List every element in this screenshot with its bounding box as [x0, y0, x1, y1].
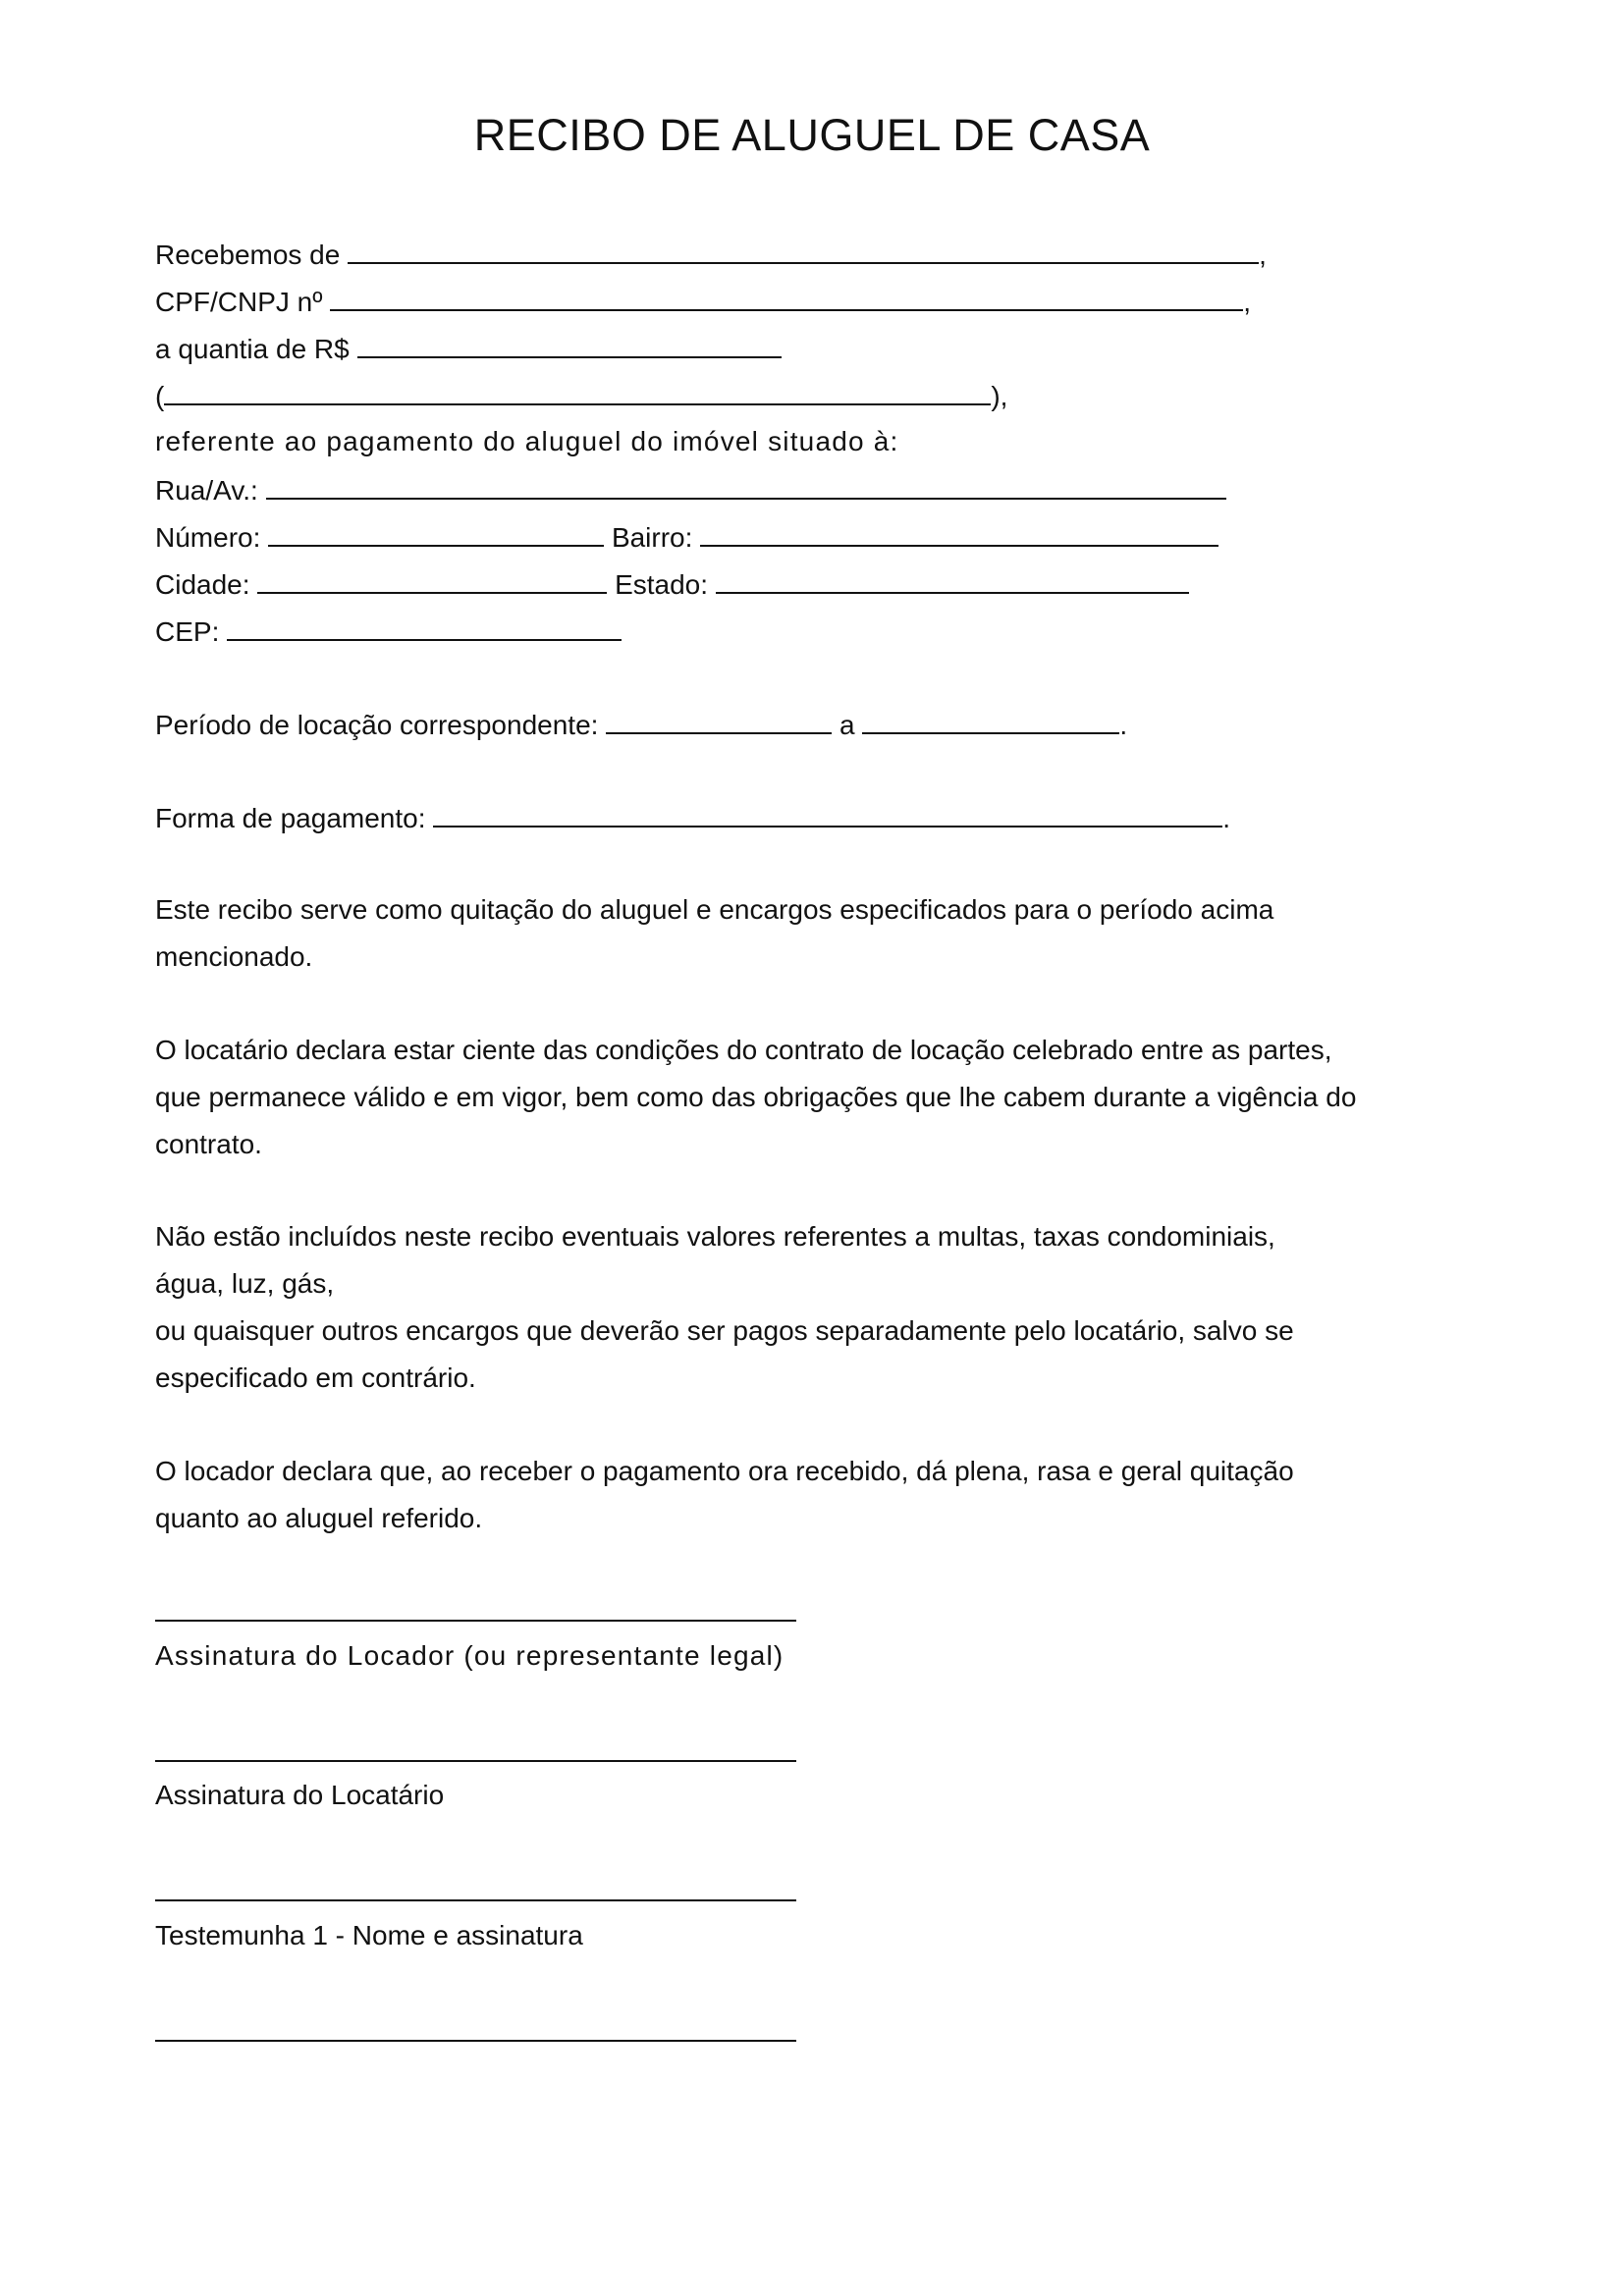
cpf-blank[interactable]	[330, 284, 1243, 311]
paragraph-2-line-3: contrato.	[155, 1129, 262, 1159]
quantia-row	[155, 331, 782, 366]
forma-suffix: .	[1222, 803, 1231, 833]
signature-line-locatario[interactable]	[155, 1760, 796, 1762]
signature-label-locatario: Assinatura do Locatário	[155, 1780, 445, 1810]
document-title: RECIBO DE ALUGUEL DE CASA	[473, 110, 1151, 160]
recebemos-suffix: ,	[1259, 240, 1267, 270]
paragraph-4-line-2: quanto ao aluguel referido.	[155, 1503, 483, 1533]
signature-label-locador: Assinatura do Locador (ou representante legal)	[155, 1640, 785, 1671]
recebemos-blank[interactable]	[348, 237, 1259, 264]
periodo-inicio-blank[interactable]	[606, 707, 832, 734]
paragraph-1-line-2: mencionado.	[155, 941, 313, 972]
numero-label: Número:	[155, 522, 261, 553]
recebemos-row	[155, 237, 1267, 272]
signature-line-locador[interactable]	[155, 1620, 796, 1622]
referente-text: referente ao pagamento do aluguel do imóvel situado à:	[155, 426, 899, 456]
paragraph-3-line-2: água, luz, gás,	[155, 1268, 335, 1299]
numero-bairro-row	[155, 519, 1218, 555]
numero-blank[interactable]	[268, 519, 604, 547]
bairro-label: Bairro:	[611, 522, 693, 553]
cidade-label: Cidade:	[155, 569, 250, 600]
cpf-label: CPF/CNPJ nº	[155, 287, 323, 317]
cep-row	[155, 614, 622, 649]
extenso-row	[155, 378, 1007, 413]
quantia-label: a quantia de R$	[155, 334, 350, 364]
cpf-suffix: ,	[1243, 287, 1252, 317]
cep-blank[interactable]	[227, 614, 622, 641]
paragraph-3-line-4: especificado em contrário.	[155, 1362, 476, 1393]
signature-label-testemunha-1: Testemunha 1 - Nome e assinatura	[155, 1920, 583, 1950]
paragraph-4-line-1: O locador declara que, ao receber o pagamento ora recebido, dá plena, rasa e geral quitação	[155, 1456, 1294, 1486]
periodo-label: Período de locação correspondente:	[155, 710, 599, 740]
recebemos-label: Recebemos de	[155, 240, 341, 270]
periodo-connector: a	[839, 710, 855, 740]
extenso-blank[interactable]	[164, 378, 991, 405]
paragraph-1-line-1: Este recibo serve como quitação do aluguel e encargos especificados para o período acima	[155, 894, 1274, 925]
signature-line-extra[interactable]	[155, 2040, 796, 2042]
signature-line-testemunha-1[interactable]	[155, 1899, 796, 1901]
paragraph-2-line-1: O locatário declara estar ciente das condições do contrato de locação celebrado entre as partes,	[155, 1035, 1332, 1065]
extenso-suffix: ),	[991, 381, 1008, 411]
forma-row	[155, 800, 1230, 835]
estado-label: Estado:	[615, 569, 709, 600]
periodo-row	[155, 707, 1127, 742]
paragraph-3-line-1: Não estão incluídos neste recibo eventuais valores referentes a multas, taxas condominiais,	[155, 1221, 1275, 1252]
paragraph-3-line-3: ou quaisquer outros encargos que deverão ser pagos separadamente pelo locatário, salvo se	[155, 1315, 1294, 1346]
quantia-blank[interactable]	[357, 331, 782, 358]
forma-label: Forma de pagamento:	[155, 803, 426, 833]
extenso-prefix: (	[155, 381, 165, 411]
cep-label: CEP:	[155, 616, 220, 647]
rua-blank[interactable]	[266, 472, 1226, 500]
periodo-suffix: .	[1119, 710, 1128, 740]
cpf-row	[155, 284, 1251, 319]
bairro-blank[interactable]	[700, 519, 1218, 547]
rua-label: Rua/Av.:	[155, 475, 258, 506]
forma-blank[interactable]	[433, 800, 1222, 828]
estado-blank[interactable]	[716, 566, 1189, 594]
cidade-blank[interactable]	[257, 566, 607, 594]
rua-row	[155, 472, 1226, 507]
cidade-estado-row	[155, 566, 1189, 602]
paragraph-2-line-2: que permanece válido e em vigor, bem como das obrigações que lhe cabem durante a vigência do	[155, 1082, 1357, 1112]
periodo-fim-blank[interactable]	[862, 707, 1119, 734]
